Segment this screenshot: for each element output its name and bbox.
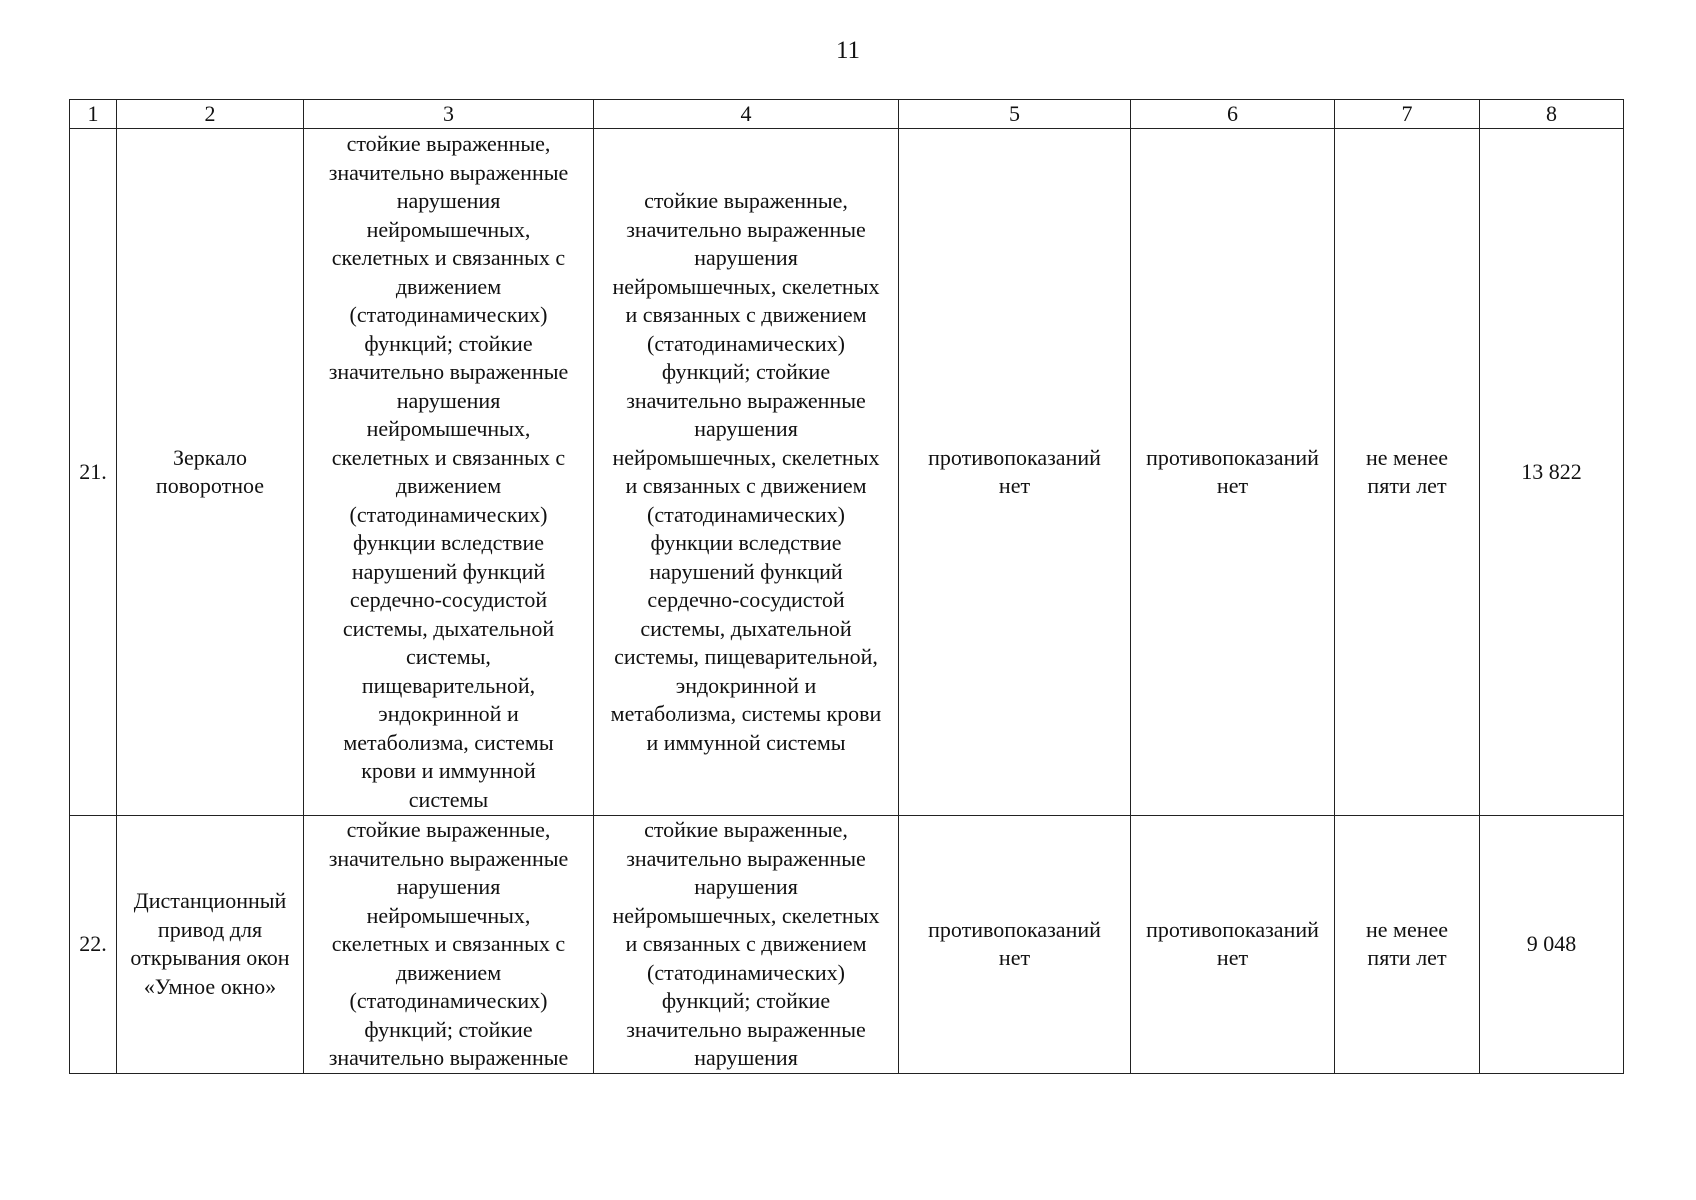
column-header: 3 [304, 100, 594, 129]
column-header: 5 [899, 100, 1131, 129]
service-life-cell: не менее пяти лет [1335, 129, 1480, 816]
column-header: 4 [594, 100, 899, 129]
item-name: Дистанционный привод для открывания окон «Умное окно» [117, 816, 304, 1074]
table-header-row [70, 100, 1624, 129]
contraindications-cell-2: противопоказаний нет [1131, 816, 1335, 1074]
service-life-cell: не менее пяти лет [1335, 816, 1480, 1074]
contraindications-cell-2: противопоказаний нет [1131, 129, 1335, 816]
contraindications-cell: противопоказаний нет [899, 816, 1131, 1074]
indications-cell: стойкие выраженные, значительно выраженные нарушения нейромышечных, скелетных и связанных с движением (статодинамических) функций; стойкие значительно выраженные нарушения [594, 816, 899, 1074]
row-number: 22. [70, 816, 117, 1074]
item-name: Зеркало поворотное [117, 129, 304, 816]
column-header: 6 [1131, 100, 1335, 129]
table-row [70, 129, 1624, 816]
price-cell: 13 822 [1480, 129, 1624, 816]
indications-cell: стойкие выраженные, значительно выраженные нарушения нейромышечных, скелетных и связанных с движением (статодинамических) функций; стойкие значительно выраженные нарушения нейромышечных, скелетных и связанных с движением (статодинамических) функции вследствие нарушений функций сердечно-сосудистой системы, дыхательной системы, пищеварительной, эндокринной и метаболизма, системы крови и иммунной системы [594, 129, 899, 816]
column-header: 2 [117, 100, 304, 129]
table-row [70, 816, 1624, 1074]
page-number: 11 [835, 37, 861, 64]
price-cell: 9 048 [1480, 816, 1624, 1074]
row-number: 21. [70, 129, 117, 816]
column-header: 8 [1480, 100, 1624, 129]
disability-criteria-cell: стойкие выраженные, значительно выраженные нарушения нейромышечных, скелетных и связанных с движением (статодинамических) функций; стойкие значительно выраженные [304, 816, 594, 1074]
column-header: 1 [70, 100, 117, 129]
disability-criteria-cell: стойкие выраженные, значительно выраженные нарушения нейромышечных, скелетных и связанных с движением (статодинамических) функций; стойкие значительно выраженные нарушения нейромышечных, скелетных и связанных с движением (статодинамических) функции вследствие нарушений функций сердечно-сосудистой системы, дыхательной системы, пищеварительной, эндокринной и метаболизма, системы крови и иммунной системы [304, 129, 594, 816]
column-header: 7 [1335, 100, 1480, 129]
contraindications-cell: противопоказаний нет [899, 129, 1131, 816]
data-table [69, 99, 1624, 1074]
